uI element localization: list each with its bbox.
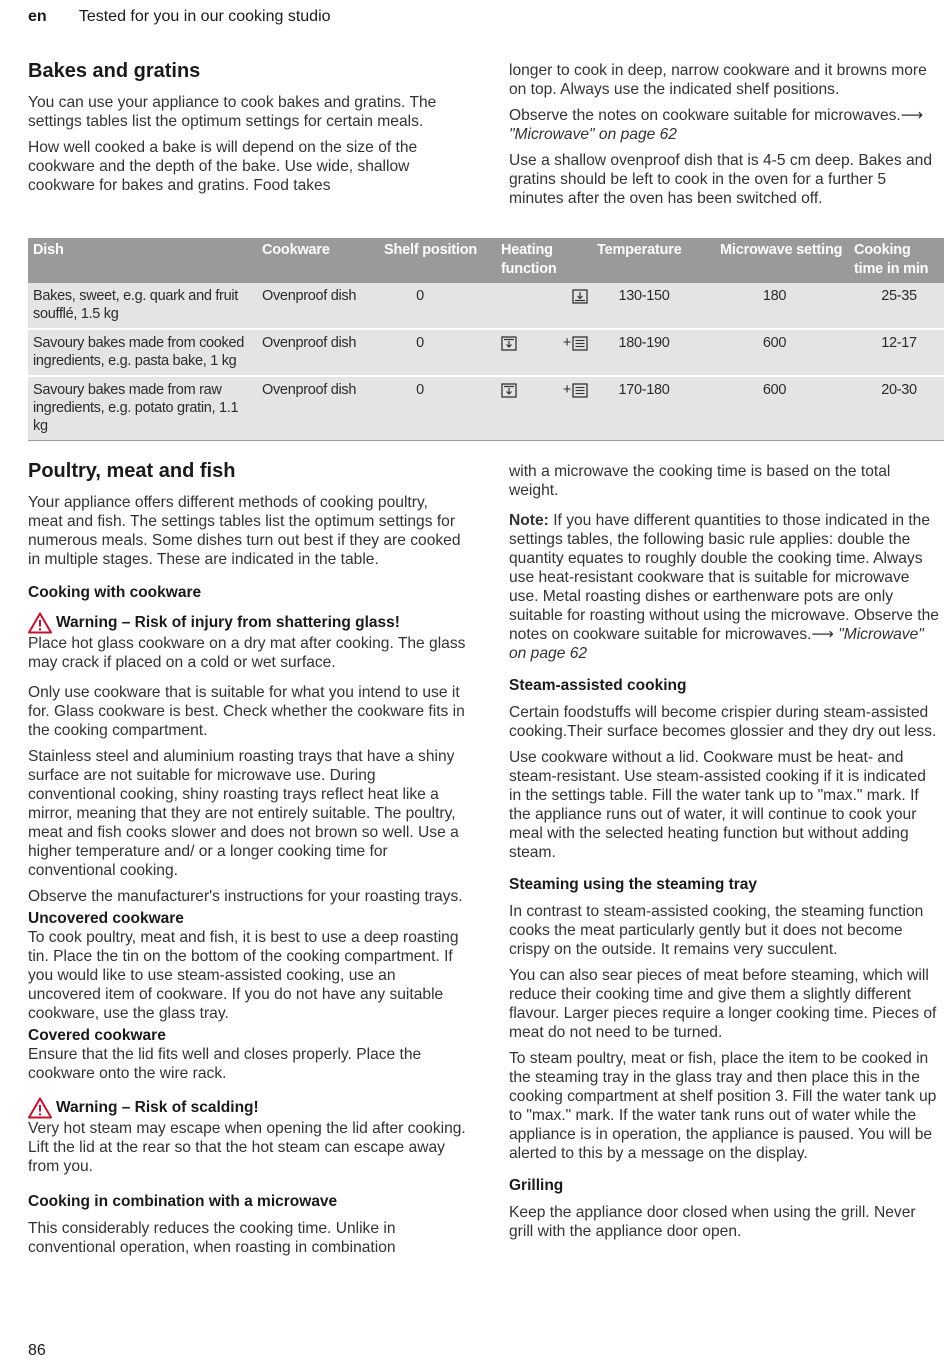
scalding-warning-title [28, 1097, 466, 1119]
bakes-paragraph-3: longer to cook in deep, narrow cookware and it browns more on top. Always use the indicated shelf positions. [509, 62, 927, 98]
note-text: If you have different quantities to those indicated in the settings tables, the following basic rule applies: double the quantity equates to roughly double the cooking time. Always use heat-resistant cookware that is suitable for microwave use. Metal roasting dishes or earthenware pots are only suitable for roasting without using the microwave. Observe the notes on cookware suitable for microwaves. [509, 512, 939, 643]
uncovered-heading: Uncovered cookware [28, 910, 184, 927]
cell-cookware: Ovenproof dish [257, 329, 379, 376]
header-microwave-setting: Microwave setting [715, 238, 849, 283]
tray-paragraph-1: In contrast to steam-assisted cooking, the steaming function cooks the meat particularly gently but it does not become crispy on the outside. It remains very succulent. [509, 903, 924, 958]
header-dish: Dish [28, 238, 257, 283]
bottom-heat-icon [501, 336, 517, 351]
table-row [28, 283, 944, 329]
steam-assisted-heading: Steam-assisted cooking [509, 677, 687, 694]
cell-heating-function [496, 283, 592, 329]
tray-paragraph-2: You can also sear pieces of meat before steaming, which will reduce their cooking time and give them a slightly different flavour. Larger pieces require a longer cooking time. Pieces of meat do not need to be turned. [509, 967, 937, 1041]
cross-reference-arrow-icon: ⟶ [811, 626, 834, 643]
poultry-paragraph-1: Your appliance offers different methods of cooking poultry, meat and fish. The settings tables list the optimum settings for numerous meals. Some dishes turn out best if they are cooked in multiple stages. These are indicated in the table. [28, 494, 461, 568]
cell-dish: Savoury bakes made from raw ingredients, e.g. potato gratin, 1.1 kg [28, 376, 257, 441]
combination-heading: Cooking in combination with a microwave [28, 1193, 338, 1210]
poultry-right-column [509, 462, 941, 1248]
cell-temperature: 180-190 [592, 329, 715, 376]
cell-microwave: 180 [715, 283, 849, 329]
bakes-paragraph-2: How well cooked a bake is will depend on the size of the cookware and the depth of the bake. Use wide, shallow cookware for bakes and gratins. Food takes [28, 139, 418, 194]
header-heating-function: Heating function [496, 238, 592, 283]
cell-time: 12-17 [849, 329, 944, 376]
page-header [28, 8, 331, 26]
bakes-left-column [28, 60, 466, 202]
cell-heating-function [496, 329, 592, 376]
cell-cookware: Ovenproof dish [257, 283, 379, 329]
poultry-paragraph-2: Only use cookware that is suitable for what you intend to use it for. Glass cookware is best. Check whether the cookware fits in the cooking compartment. [28, 684, 465, 739]
header-title: Tested for you in our cooking studio [78, 8, 331, 25]
table-row [28, 329, 944, 376]
glass-warning-text: Place hot glass cookware on a dry mat after cooking. The glass may crack if placed on a cold or wet surface. [28, 635, 466, 671]
grilling-heading: Grilling [509, 1177, 564, 1194]
scalding-warning-text: Very hot steam may escape when opening the lid after cooking. Lift the lid at the rear so that the hot steam can escape away from you. [28, 1120, 466, 1175]
microwave-icon [572, 336, 588, 351]
microwave-page-link[interactable]: "Microwave" on page 62 [509, 126, 677, 143]
header-cookware: Cookware [257, 238, 379, 283]
scalding-warning-label: Warning – Risk of scalding! [56, 1099, 259, 1116]
bottom-heat-icon [572, 289, 588, 304]
cell-shelf: 0 [379, 329, 496, 376]
cell-time: 25-35 [849, 283, 944, 329]
cross-reference-arrow-icon: ⟶ [900, 107, 924, 124]
poultry-heading: Poultry, meat and fish [28, 460, 236, 482]
covered-text: Ensure that the lid fits well and closes properly. Place the cookware onto the wire rack. [28, 1046, 422, 1082]
microwave-icon [572, 383, 588, 398]
page-number: 86 [28, 1342, 46, 1359]
plus-sign: + [562, 335, 571, 351]
uncovered-text: To cook poultry, meat and fish, it is best to use a deep roasting tin. Place the tin on the bottom of the cooking compartment. If you would like to use steam-assisted cooking, use an uncovered item of cookware. If you do not have any suitable cookware, use the glass tray. [28, 929, 459, 1022]
bakes-right-column [509, 61, 943, 215]
table-row [28, 376, 944, 441]
cell-shelf: 0 [379, 283, 496, 329]
cell-dish: Bakes, sweet, e.g. quark and fruit soufflé, 1.5 kg [28, 283, 257, 329]
cell-cookware: Ovenproof dish [257, 376, 379, 441]
cell-shelf: 0 [379, 376, 496, 441]
combination-text-continued: with a microwave the cooking time is based on the total weight. [509, 463, 891, 499]
cell-temperature: 130-150 [592, 283, 715, 329]
cell-microwave: 600 [715, 376, 849, 441]
cell-microwave: 600 [715, 329, 849, 376]
steam-paragraph-2: Use cookware without a lid. Cookware must be heat- and steam-resistant. Use steam-assisted cooking if it is indicated in the settings table. Fill the water tank up to "max." mark. If the appliance runs out of water, it will continue to cook your meal with the selected heating function but without adding steam. [509, 749, 926, 861]
warning-triangle-icon [28, 1097, 52, 1119]
cell-temperature: 170-180 [592, 376, 715, 441]
glass-warning-title [28, 612, 466, 634]
settings-table [28, 238, 944, 441]
bakes-heading: Bakes and gratins [28, 60, 201, 82]
tray-paragraph-3: To steam poultry, meat or fish, place the item to be cooked in the steaming tray in the glass tray and then place this in the cooking compartment at shelf position 3. Fill the water tank up to "max." mark. If the water tank runs out of water while the appliance is in operation, the appliance is paused. You will be alerted to this by a message on the display. [509, 1050, 937, 1162]
cell-dish: Savoury bakes made from cooked ingredients, e.g. pasta bake, 1 kg [28, 329, 257, 376]
header-shelf-position: Shelf position [379, 238, 496, 283]
steam-paragraph-1: Certain foodstuffs will become crispier during steam-assisted cooking.Their surface becomes glossier and they dry out less. [509, 704, 937, 740]
bottom-heat-icon [501, 383, 517, 398]
plus-sign: + [562, 382, 571, 398]
bakes-paragraph-4 [509, 106, 943, 144]
combination-text: This considerably reduces the cooking time. Unlike in conventional operation, when roasting in combination [28, 1220, 396, 1256]
poultry-paragraph-3: Stainless steel and aluminium roasting trays that have a shiny surface are not suitable for microwave use. During conventional cooking, shiny roasting trays reflect heat like a mirror, meaning that they are not entirely suitable. The poultry, meat and fish cooks slower and does not brown so well. Use a higher temperature and/ or a longer cooking time for conventional cooking. [28, 748, 459, 879]
microwave-note-text: Observe the notes on cookware suitable for microwaves. [509, 107, 901, 124]
header-cooking-time: Cooking time in min [849, 238, 944, 283]
cell-time: 20-30 [849, 376, 944, 441]
warning-triangle-icon [28, 612, 52, 634]
cookware-heading: Cooking with cookware [28, 584, 202, 601]
glass-warning-label: Warning – Risk of injury from shattering glass! [56, 614, 400, 631]
grilling-text: Keep the appliance door closed when using the grill. Never grill with the appliance door open. [509, 1204, 916, 1240]
language-code: en [28, 8, 47, 25]
poultry-left-column [28, 460, 466, 1264]
microwave-page-link[interactable]: "Microwave" on page 62 [509, 626, 924, 662]
bakes-paragraph-1: You can use your appliance to cook bakes and gratins. The settings tables list the optimum settings for certain meals. [28, 94, 437, 130]
header-temperature: Temperature [592, 238, 715, 283]
table-header-row [28, 238, 944, 283]
covered-heading: Covered cookware [28, 1027, 166, 1044]
cell-heating-function [496, 376, 592, 441]
poultry-paragraph-4: Observe the manufacturer's instructions for your roasting trays. [28, 888, 463, 905]
note-label: Note: [509, 512, 549, 529]
note-paragraph [509, 511, 941, 663]
bakes-paragraph-5: Use a shallow ovenproof dish that is 4-5 cm deep. Bakes and gratins should be left to cook in the oven for a further 5 minutes after the oven has been switched off. [509, 152, 933, 207]
steaming-tray-heading: Steaming using the steaming tray [509, 876, 758, 893]
